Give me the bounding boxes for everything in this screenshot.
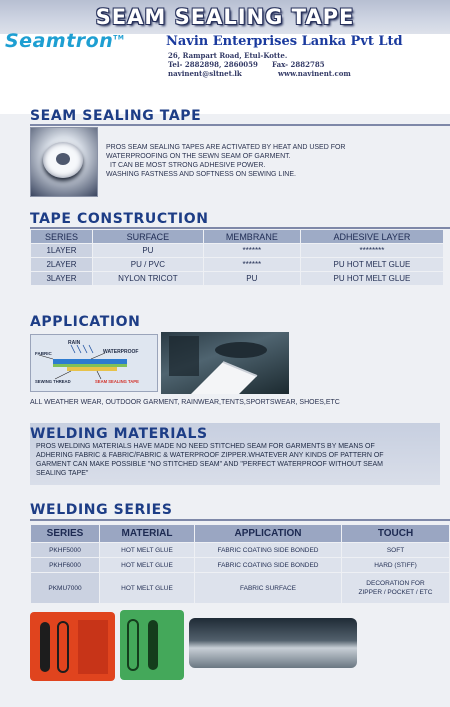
table-cell: NYLON TRICOT — [93, 272, 203, 285]
seam-sealing-heading: SEAM SEALING TAPE — [30, 108, 202, 124]
description-line: IT CAN BE MOST STRONG ADHESIVE POWER. — [110, 162, 266, 169]
header-cell: TOUCH — [342, 525, 449, 542]
tape-roll-core — [56, 153, 70, 165]
section-divider — [30, 124, 450, 126]
section-divider — [30, 519, 450, 521]
header-cell: SURFACE — [93, 230, 203, 243]
seam-diagram-graphic — [31, 335, 157, 391]
fabric-label: FABRIC — [35, 351, 52, 356]
tape-roll-ring — [43, 142, 83, 178]
table-cell: SOFT — [342, 543, 449, 557]
table-cell: FABRIC COATING SIDE BONDED — [195, 543, 341, 557]
table-row — [31, 573, 449, 603]
table-cell: PU HOT MELT GLUE — [301, 258, 443, 271]
contact-phone-row — [168, 60, 325, 69]
description-line: SEALING TAPE" — [36, 470, 89, 477]
description-line: GARMENT CAN MAKE POSSIBLE "NO STITCHED SEAM" AND "PERFECT WATERPROOF WITHOUT SEAM — [36, 461, 383, 468]
company-website: www.navinent.com — [278, 69, 351, 78]
table-cell: PU HOT MELT GLUE — [301, 272, 443, 285]
seam-sealing-description — [106, 143, 396, 179]
table-cell: PU / PVC — [93, 258, 203, 271]
tape-label: SEAM SEALING TAPE — [95, 379, 139, 384]
table-cell: HOT MELT GLUE — [100, 558, 194, 572]
rain-label: RAIN — [68, 340, 81, 346]
welded-pocket-image-green — [120, 610, 184, 680]
table-cell — [342, 573, 449, 603]
table-cell: PU — [204, 272, 300, 285]
table-cell: FABRIC SURFACE — [195, 573, 341, 603]
table-cell: HOT MELT GLUE — [100, 543, 194, 557]
table-cell: PKHF6000 — [31, 558, 99, 572]
table-cell: HOT MELT GLUE — [100, 573, 194, 603]
description-line: WATERPROOFING ON THE SEWN SEAM OF GARMENT. — [106, 153, 291, 160]
table-cell: HARD (STIFF) — [342, 558, 449, 572]
welded-seam-image — [189, 618, 357, 668]
table-cell: PKHF5000 — [31, 543, 99, 557]
table-row — [31, 543, 449, 557]
application-photo — [161, 332, 289, 394]
application-uses: ALL WEATHER WEAR, OUTDOOR GARMENT, RAINWEAR,TENTS,SPORTSWEAR, SHOES,ETC — [30, 399, 340, 406]
table-cell: FABRIC COATING SIDE BONDED — [195, 558, 341, 572]
table-cell: 2LAYER — [31, 258, 92, 271]
company-name: Navin Enterprises Lanka Pvt Ltd — [166, 34, 403, 49]
welding-series-table — [30, 524, 450, 604]
touch-line: ZIPPER / POCKET / ETC — [358, 589, 433, 596]
table-cell: PKMU7000 — [31, 573, 99, 603]
welding-description — [36, 442, 436, 478]
red-sample-graphic — [30, 612, 115, 681]
header-cell: MATERIAL — [100, 525, 194, 542]
welded-zipper-image-red — [30, 612, 115, 681]
table-row — [31, 258, 443, 271]
tape-roll-image — [30, 127, 98, 197]
company-email: navinent@sltnet.lk — [168, 69, 242, 78]
description-line: ADHERING FABRIC & FABRIC/FABRIC & WATERPROOF ZIPPER.WHATEVER ANY KINDS OF PATTERN OF — [36, 452, 384, 459]
company-tel: Tel- 2882898, 2860059 — [168, 60, 258, 69]
header-cell: APPLICATION — [195, 525, 341, 542]
table-header-row — [31, 230, 443, 243]
green-sample-graphic — [120, 610, 184, 680]
seamtron-logo — [5, 30, 124, 52]
table-cell: 1LAYER — [31, 244, 92, 257]
header-cell: MEMBRANE — [204, 230, 300, 243]
table-cell: ****** — [204, 244, 300, 257]
page-title: SEAM SEALING TAPE — [95, 5, 355, 29]
title-banner — [0, 0, 450, 34]
machine-photo-graphic — [161, 332, 289, 394]
sewing-thread-label: SEWING THREAD — [35, 379, 71, 384]
table-cell: 3LAYER — [31, 272, 92, 285]
table-cell: ******** — [301, 244, 443, 257]
waterproof-label: WATERPROOF — [103, 349, 139, 355]
table-cell: PU — [93, 244, 203, 257]
header-cell: SERIES — [31, 525, 99, 542]
description-line: WASHING FASTNESS AND SOFTNESS ON SEWING LINE. — [106, 171, 296, 178]
application-diagram — [30, 334, 158, 392]
table-header-row — [31, 525, 449, 542]
table-row — [31, 558, 449, 572]
tape-construction-heading: TAPE CONSTRUCTION — [30, 211, 209, 227]
header-cell: ADHESIVE LAYER — [301, 230, 443, 243]
description-line: PROS WELDING MATERIALS HAVE MADE NO NEED STITCHED SEAM FOR GARMENTS BY MEANS OF — [36, 443, 375, 450]
welding-series-heading: WELDING SERIES — [30, 502, 173, 518]
logo-text: Seamtron — [5, 30, 114, 52]
tape-construction-table — [30, 229, 444, 286]
company-address: 26, Rampart Road, Etul-Kotte. — [168, 51, 288, 60]
company-fax: Fax- 2882785 — [272, 60, 325, 69]
application-heading: APPLICATION — [30, 314, 141, 330]
table-row — [31, 272, 443, 285]
logo-trademark: TM — [113, 34, 125, 42]
description-line: PROS SEAM SEALING TAPES ARE ACTIVATED BY HEAT AND USED FOR — [106, 144, 346, 151]
table-row — [31, 244, 443, 257]
touch-line: DECORATION FOR — [366, 580, 425, 587]
contact-web-row — [168, 69, 351, 78]
welding-materials-heading: WELDING MATERIALS — [30, 426, 208, 442]
table-cell: ****** — [204, 258, 300, 271]
header-cell: SERIES — [31, 230, 92, 243]
